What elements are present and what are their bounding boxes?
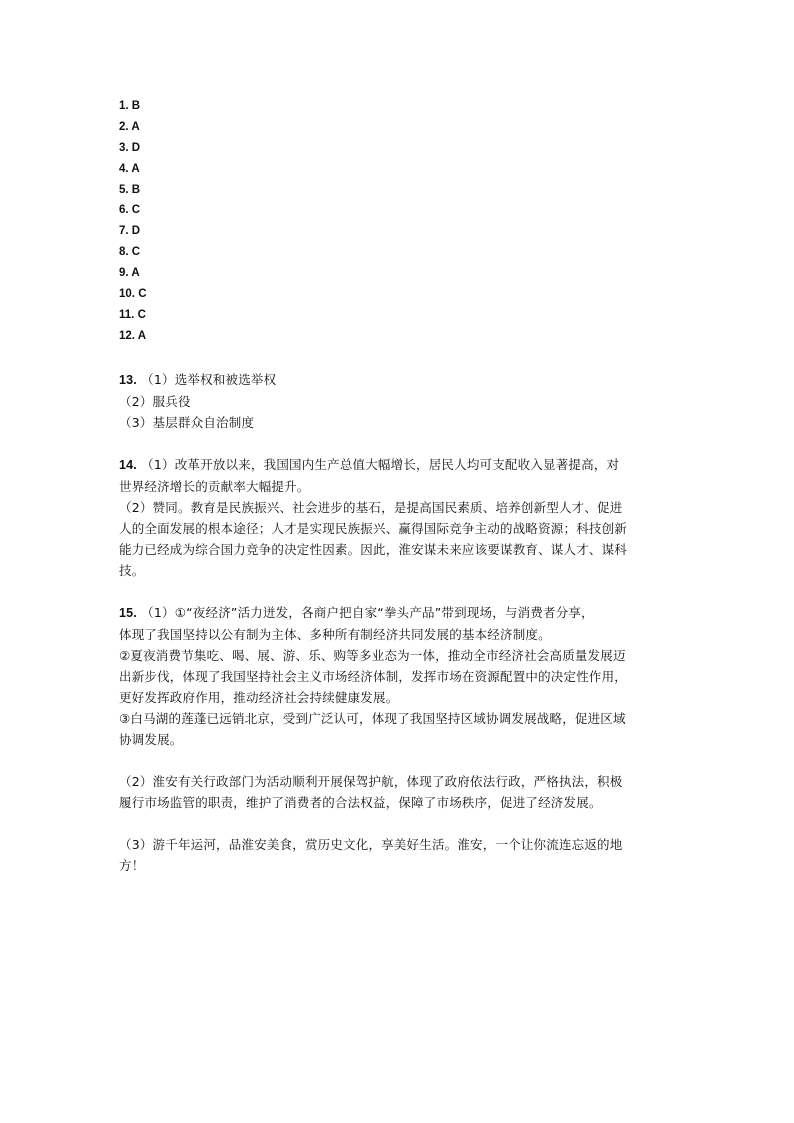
mc-number: 9.	[119, 267, 129, 280]
mc-choice: B	[131, 100, 141, 112]
mc-choice: C	[131, 246, 141, 259]
question-15-answer	[119, 602, 689, 876]
answer-line: 协调发展。	[119, 731, 183, 747]
mc-choice: A	[137, 329, 147, 342]
mc-number: 7.	[119, 225, 129, 238]
mc-answer-7	[119, 221, 689, 242]
mc-answer-1	[119, 96, 689, 117]
mc-number: 8.	[119, 246, 129, 259]
question-number: 15.	[119, 605, 137, 620]
mc-number: 2.	[119, 120, 129, 133]
mc-choice: C	[137, 308, 146, 321]
mc-number: 10.	[119, 288, 135, 301]
mc-number: 11.	[119, 308, 135, 321]
answer-line	[119, 369, 689, 391]
answer-line	[119, 602, 689, 624]
mc-choice: B	[131, 183, 141, 196]
mc-answer-9	[119, 263, 689, 284]
answer-line: 能力已经成为综合国力竞争的决定性因素。因此，淮安谋未来应该要谋教育、谋人才、谋科	[119, 541, 628, 557]
answer-line: ③白马湖的莲蓬已远销北京，受到广泛认可，体现了我国坚持区域协调发展战略，促进区域	[119, 710, 626, 726]
answer-line: 世界经济增长的贡献率大幅提升。	[119, 478, 310, 494]
multiple-choice-answers	[119, 96, 689, 347]
answer-text: （1）选举权和被选举权	[141, 371, 277, 387]
question-14-answer	[119, 454, 689, 581]
mc-answer-10	[119, 284, 689, 305]
mc-choice: C	[138, 288, 147, 301]
mc-number: 5.	[119, 183, 129, 196]
mc-answer-8	[119, 242, 689, 263]
answer-line: （2）淮安有关行政部门为活动顺利开展保驾护航，体现了政府依法行政，严格执法，积极	[119, 773, 623, 789]
answer-line: （2）赞同。教育是民族振兴、社会进步的基石，是提高国民素质、培养创新型人才、促进	[119, 499, 623, 515]
answer-line: 履行市场监管的职责，维护了消费者的合法权益，保障了市场秩序，促进了经济发展。	[119, 794, 602, 810]
answer-line: 人的全面发展的根本途径；人才是实现民族振兴、赢得国际竞争主动的战略资源；科技创新	[119, 520, 628, 536]
mc-choice: A	[131, 162, 140, 175]
spacer	[119, 750, 689, 771]
spacer	[119, 581, 689, 602]
answer-text: （1）改革开放以来，我国国内生产总值大幅增长，居民人均可支配收入显著提高，对	[141, 456, 620, 472]
mc-answer-4	[119, 159, 689, 180]
mc-number: 6.	[119, 204, 129, 217]
mc-answer-12	[119, 326, 689, 347]
mc-choice: D	[131, 141, 141, 154]
answer-line: 体现了我国坚持以公有制为主体、多种所有制经济共同发展的基本经济制度。	[119, 626, 551, 642]
spacer	[119, 347, 689, 369]
mc-answer-3	[119, 138, 689, 159]
question-15-part-3	[119, 834, 689, 876]
spacer	[119, 433, 689, 454]
mc-number: 1.	[119, 100, 129, 112]
answer-line: 方！	[119, 857, 145, 873]
question-15-part-1	[119, 602, 689, 750]
answer-line	[119, 454, 689, 476]
answer-line: 出新步伐，体现了我国坚持社会主义市场经济体制，发挥市场在资源配置中的决定性作用，	[119, 668, 628, 684]
mc-number: 12.	[119, 329, 135, 342]
mc-answer-5	[119, 180, 689, 201]
question-number: 13.	[119, 372, 137, 387]
mc-choice: A	[131, 267, 140, 280]
question-13-answer	[119, 369, 689, 433]
mc-answer-11	[119, 305, 689, 326]
mc-choice: C	[131, 204, 141, 217]
question-number: 14.	[119, 457, 137, 472]
spacer	[119, 813, 689, 834]
question-15-part-2	[119, 771, 689, 813]
mc-number: 4.	[119, 162, 129, 175]
answer-line: （3）基层群众自治制度	[119, 414, 255, 430]
answer-key-page	[119, 96, 689, 876]
answer-line: 技。	[119, 562, 145, 578]
answer-line: 更好发挥政府作用，推动经济社会持续健康发展。	[119, 689, 399, 705]
mc-answer-6	[119, 200, 689, 221]
mc-answer-2	[119, 117, 689, 138]
answer-line: （3）游千年运河，品淮安美食，赏历史文化，享美好生活。淮安，一个让你流连忘返的地	[119, 836, 623, 852]
mc-choice: A	[131, 120, 140, 133]
answer-line: （2）服兵役	[119, 393, 191, 409]
answer-line: ②夏夜消费节集吃、喝、展、游、乐、购等多业态为一体，推动全市经济社会高质量发展迈	[119, 647, 626, 663]
answer-text: （1）①“夜经济”活力迸发，各商户把自家“拳头产品”带到现场，与消费者分享，	[141, 604, 594, 620]
mc-choice: D	[131, 225, 141, 238]
mc-number: 3.	[119, 141, 129, 154]
